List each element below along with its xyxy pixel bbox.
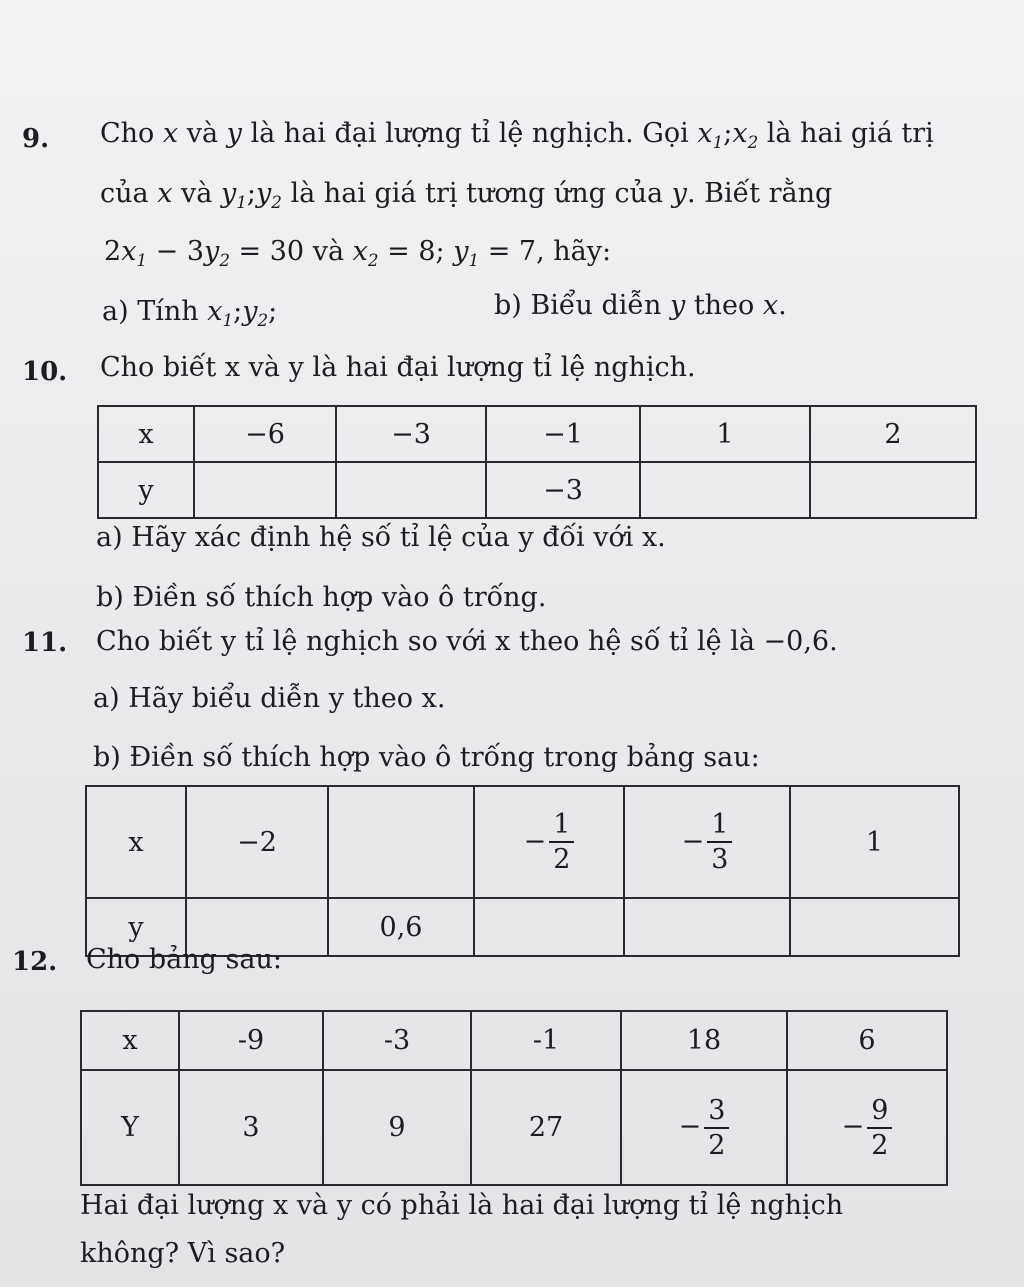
q11-cell bbox=[328, 786, 474, 898]
q9-number: 9. bbox=[22, 124, 50, 154]
q10-cell bbox=[810, 462, 976, 518]
q11-cell: 1 bbox=[790, 786, 959, 898]
q12-cell: − $\frac{3}{2}$ bbox=[621, 1070, 787, 1185]
fraction: $\frac{9}{2}$ bbox=[867, 1097, 892, 1159]
q11-cell bbox=[474, 898, 624, 956]
q10-cell: −3 bbox=[486, 462, 640, 518]
fraction: $\frac{1}{3}$ bbox=[707, 811, 732, 873]
q9-equation: $2x_1 - 3y_2 = 30$ và $x_2 = 8$; $y_1 = 7$, hãy: bbox=[104, 236, 612, 270]
q11-part-a: a) Hãy biểu diễn y theo x. bbox=[93, 683, 446, 714]
q12-cell: 6 bbox=[787, 1011, 947, 1070]
q10-row-x bbox=[98, 406, 976, 462]
q12-question-line2: không? Vì sao? bbox=[80, 1238, 286, 1269]
q12-cell: 18 bbox=[621, 1011, 787, 1070]
q9-part-b: b) Biểu diễn y theo x. bbox=[494, 290, 787, 321]
q12-row-y bbox=[81, 1070, 947, 1185]
q10-table bbox=[97, 405, 977, 519]
q11-intro: Cho biết y tỉ lệ nghịch so với x theo hệ số tỉ lệ là −0,6. bbox=[96, 626, 838, 657]
q12-row-x bbox=[81, 1011, 947, 1070]
q12-cell: 27 bbox=[471, 1070, 621, 1185]
q11-row-x bbox=[86, 786, 959, 898]
q12-question-line1: Hai đại lượng x và y có phải là hai đại lượng tỉ lệ nghịch bbox=[80, 1190, 844, 1221]
q10-cell: y bbox=[98, 462, 194, 518]
q12-cell: 9 bbox=[323, 1070, 471, 1185]
fraction: $\frac{3}{2}$ bbox=[704, 1097, 729, 1159]
q12-cell: x bbox=[81, 1011, 179, 1070]
q11-number: 11. bbox=[22, 628, 68, 658]
q11-table bbox=[85, 785, 960, 957]
q10-cell bbox=[640, 462, 810, 518]
q10-cell bbox=[194, 462, 336, 518]
q12-cell: -3 bbox=[323, 1011, 471, 1070]
q11-cell: x bbox=[86, 786, 186, 898]
q10-number: 10. bbox=[22, 357, 68, 387]
q9-line2: của x và $y_1;y_2$ là hai giá trị tương ứng của y. Biết rằng bbox=[100, 178, 833, 212]
q10-part-b: b) Điền số thích hợp vào ô trống. bbox=[96, 582, 547, 613]
q11-cell bbox=[790, 898, 959, 956]
q10-cell: −3 bbox=[336, 406, 486, 462]
q11-cell bbox=[624, 898, 790, 956]
q11-part-b: b) Điền số thích hợp vào ô trống trong bảng sau: bbox=[93, 742, 760, 773]
q10-part-a: a) Hãy xác định hệ số tỉ lệ của y đối với x. bbox=[96, 522, 666, 553]
q9-part-a: a) Tính $x_1;y_2$; bbox=[102, 296, 278, 330]
q10-row-y bbox=[98, 462, 976, 518]
q11-cell: y bbox=[86, 898, 186, 956]
q12-number: 12. bbox=[12, 947, 58, 977]
fraction: $\frac{1}{2}$ bbox=[549, 811, 574, 873]
q9-line1: Cho x và y là hai đại lượng tỉ lệ nghịch. Gọi $x_1;x_2$ là hai giá trị bbox=[100, 118, 934, 152]
q11-cell: −2 bbox=[186, 786, 328, 898]
q11-cell: − $\frac{1}{2}$ bbox=[474, 786, 624, 898]
q10-intro: Cho biết x và y là hai đại lượng tỉ lệ nghịch. bbox=[100, 352, 696, 383]
q12-cell: -1 bbox=[471, 1011, 621, 1070]
q10-cell: −6 bbox=[194, 406, 336, 462]
q12-cell: − $\frac{9}{2}$ bbox=[787, 1070, 947, 1185]
q10-cell: x bbox=[98, 406, 194, 462]
q12-cell: Y bbox=[81, 1070, 179, 1185]
q12-cell: -9 bbox=[179, 1011, 323, 1070]
q12-table bbox=[80, 1010, 948, 1186]
q10-cell bbox=[336, 462, 486, 518]
q10-cell: 1 bbox=[640, 406, 810, 462]
q12-intro: Cho bảng sau: bbox=[86, 944, 282, 975]
q11-cell: − $\frac{1}{3}$ bbox=[624, 786, 790, 898]
q10-cell: −1 bbox=[486, 406, 640, 462]
q11-cell: 0,6 bbox=[328, 898, 474, 956]
q12-cell: 3 bbox=[179, 1070, 323, 1185]
q10-cell: 2 bbox=[810, 406, 976, 462]
